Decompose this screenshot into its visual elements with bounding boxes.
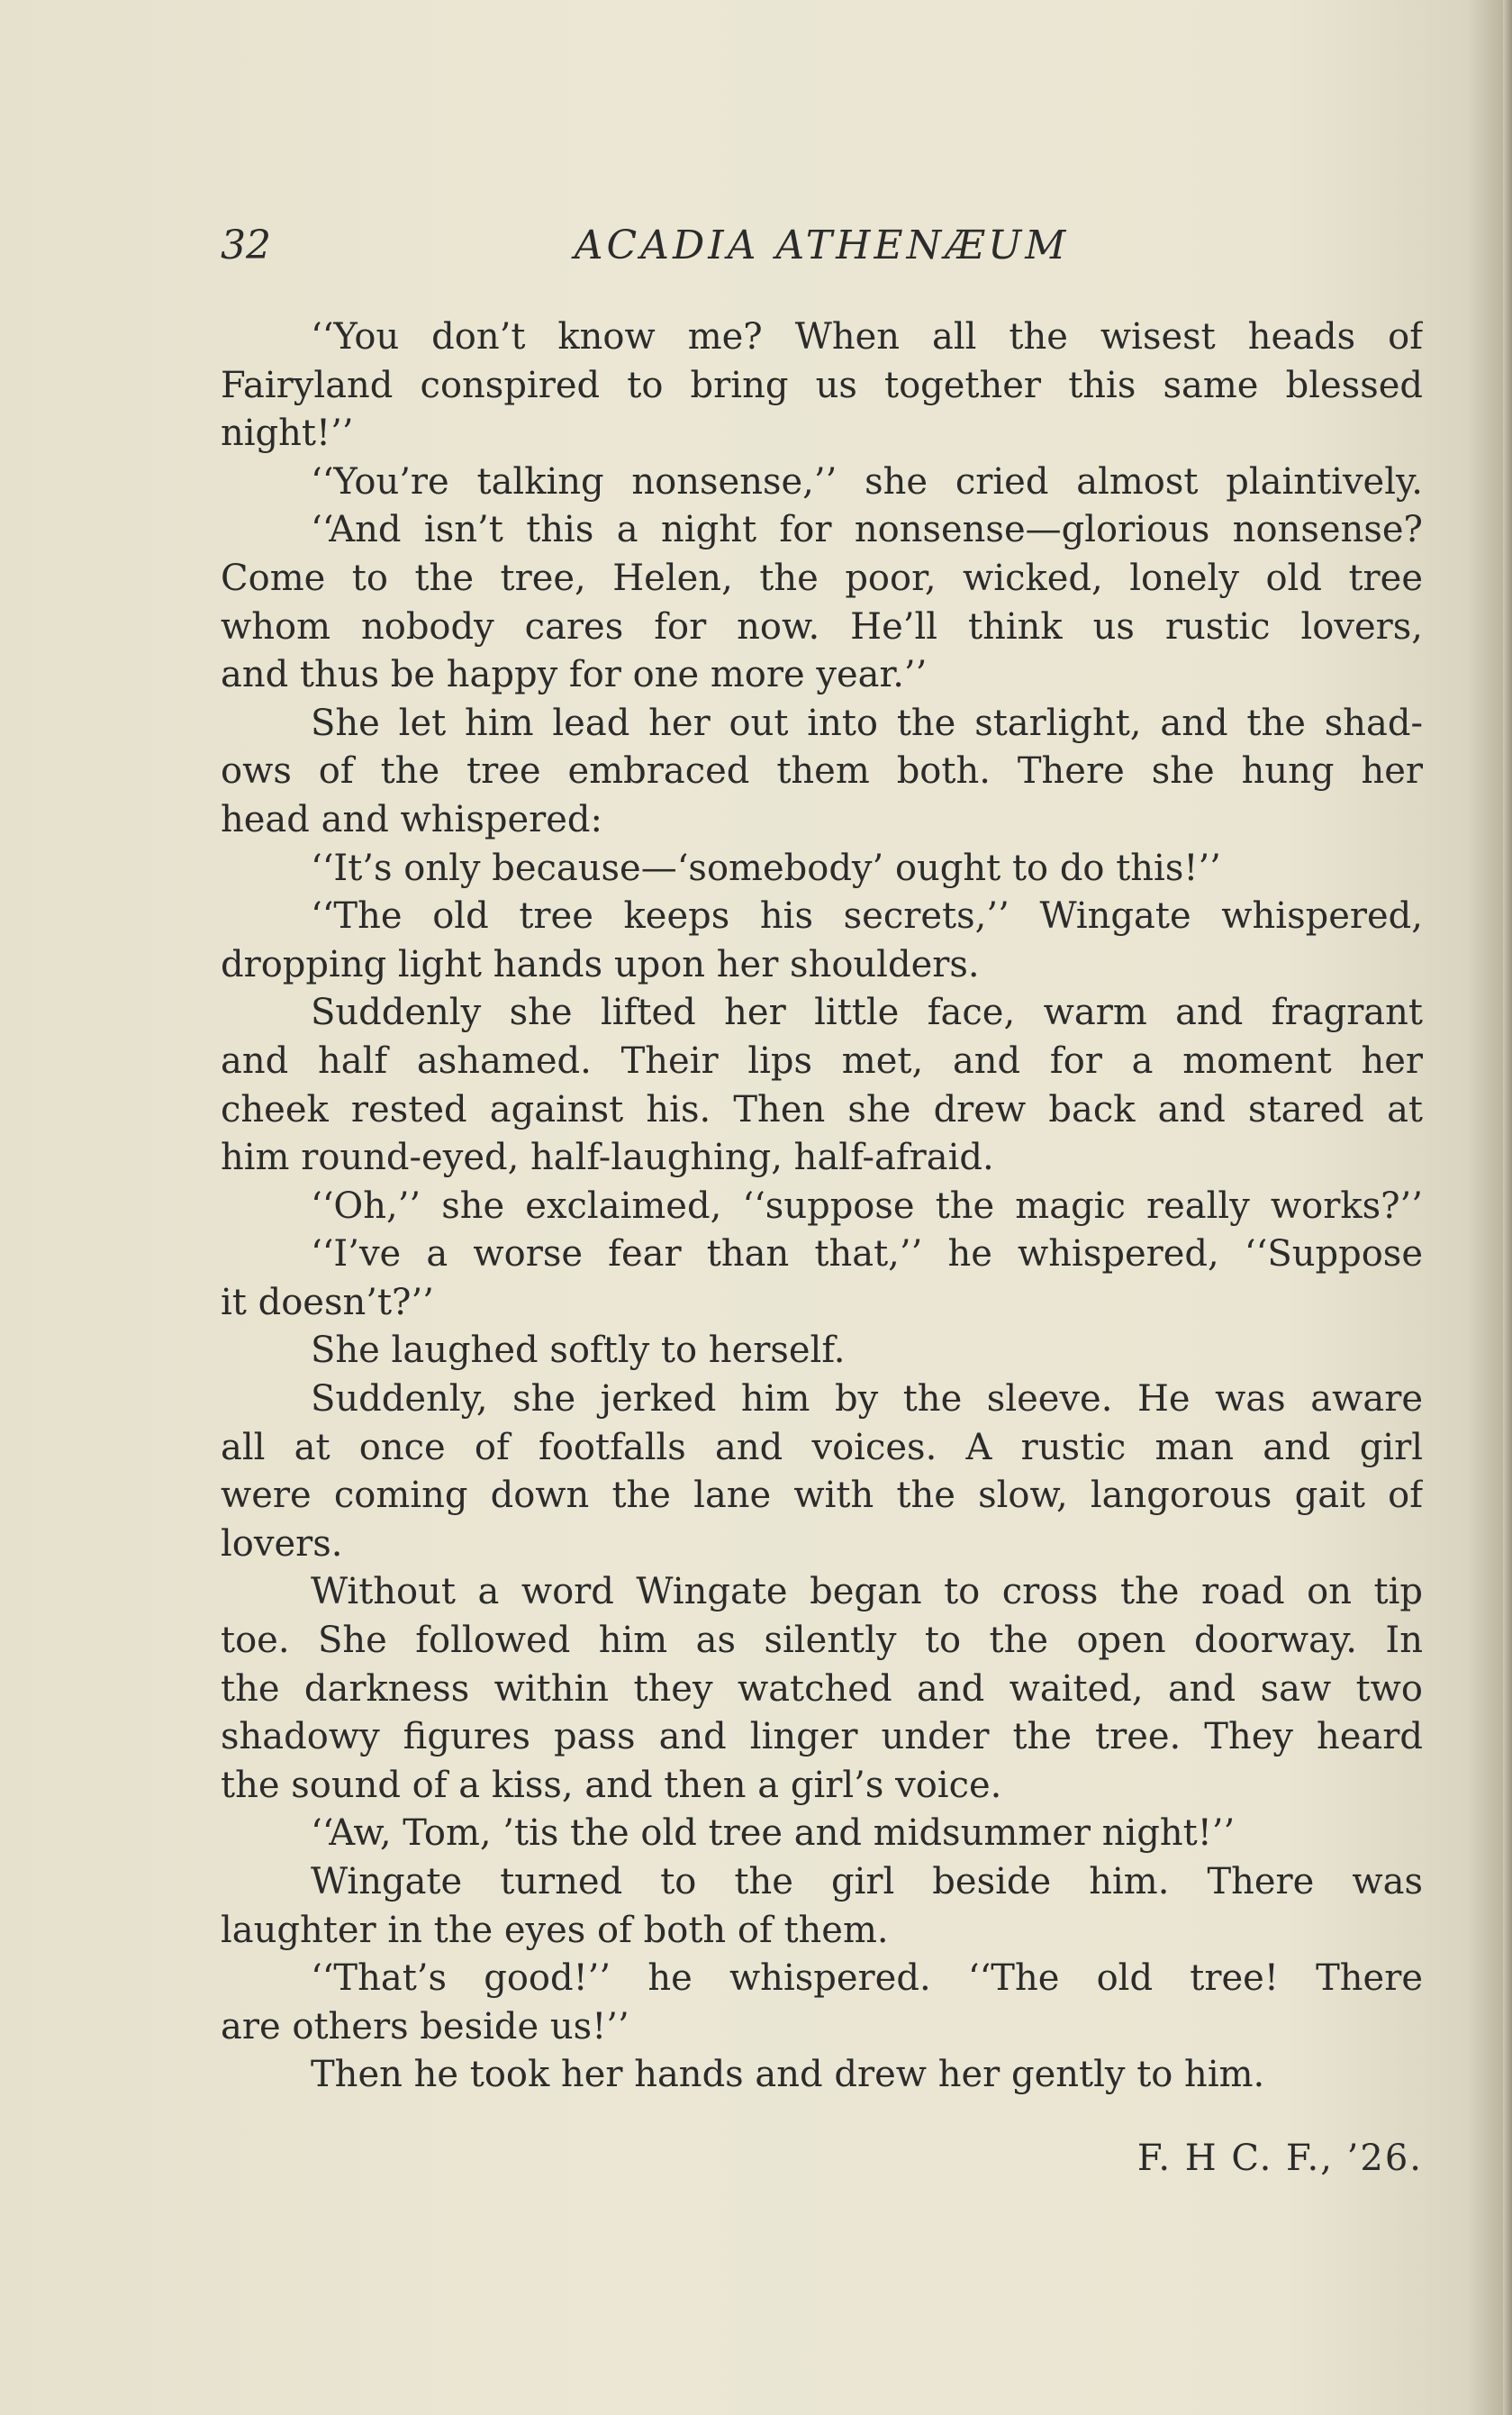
text-line: ‘‘You’re talking nonsense,’’ she cried almost plaintively. [311,460,1423,503]
text-line: shadowy figures pass and linger under the tree. They heard [221,1716,1423,1758]
text-line: and half ashamed. Their lips met, and for a moment her [221,1040,1423,1082]
text-line: She laughed softly to herself. [311,1330,846,1372]
text-line: head and whispered: [221,798,603,840]
body-text [221,313,1423,2100]
page-edge-shadow [1503,0,1512,2415]
text-line: Then he took her hands and drew her gently to him. [311,2054,1265,2096]
text-line: it doesn’t?’’ [221,1281,434,1323]
text-line: lovers. [221,1522,343,1565]
text-line: dropping light hands upon her shoulders. [221,943,980,985]
running-title: ACADIA ATHENÆUM [574,222,1070,268]
text-line: Without a word Wingate began to cross the road on tip [311,1571,1423,1613]
page-number: 32 [221,222,271,268]
text-line: ‘‘The old tree keeps his secrets,’’ Wingate whispered, [311,895,1423,938]
text-line: Fairyland conspired to bring us together this same blessed [221,364,1423,406]
text-line: the darkness within they watched and waited, and saw two [221,1667,1423,1710]
text-line: were coming down the lane with the slow, langorous gait of [221,1475,1423,1517]
text-line: ‘‘And isn’t this a night for nonsense—glorious nonsense? [311,509,1423,551]
text-line: Suddenly she lifted her little face, warm and fragrant [311,992,1423,1034]
text-line: ‘‘Aw, Tom, ’tis the old tree and midsummer night!’’ [311,1812,1236,1855]
text-line: and thus be happy for one more year.’’ [221,654,928,696]
text-line: ‘‘Oh,’’ she exclaimed, ‘‘suppose the magic really works?’’ [311,1185,1423,1227]
text-line: are others beside us!’’ [221,2005,629,2047]
text-line: Suddenly, she jerked him by the sleeve. He was aware [311,1378,1423,1421]
text-line: cheek rested against his. Then she drew back and stared at [221,1088,1423,1130]
text-line: ‘‘I’ve a worse fear than that,’’ he whispered, ‘‘Suppose [311,1233,1423,1276]
text-line: ows of the tree embraced them both. There she hung her [221,750,1423,793]
text-line: whom nobody cares for now. He’ll think us rustic lovers, [221,605,1423,648]
text-line: toe. She followed him as silently to the open doorway. In [221,1620,1423,1662]
text-line: laughter in the eyes of both of them. [221,1909,889,1951]
text-line: ‘‘You don’t know me? When all the wisest heads of [311,316,1423,358]
text-line: ‘‘It’s only because—‘somebody’ ought to do this!’’ [311,847,1221,889]
text-line: ‘‘That’s good!’’ he whispered. ‘‘The old tree! There [311,1957,1423,2000]
text-line: all at once of footfalls and voices. A rustic man and girl [221,1426,1423,1468]
author-signature: F. H C. F., ’26. [1136,2138,1423,2179]
text-line: She let him lead her out into the starlight, and the shad- [311,702,1423,744]
text-line: Come to the tree, Helen, the poor, wicked, lonely old tree [221,557,1423,599]
page-header [221,214,1423,277]
text-line: him round-eyed, half-laughing, half-afraid. [221,1137,994,1179]
text-line: Wingate turned to the girl beside him. There was [311,1861,1423,1902]
text-line: the sound of a kiss, and then a girl’s voice. [221,1764,1002,1806]
text-line: night!’’ [221,413,354,455]
